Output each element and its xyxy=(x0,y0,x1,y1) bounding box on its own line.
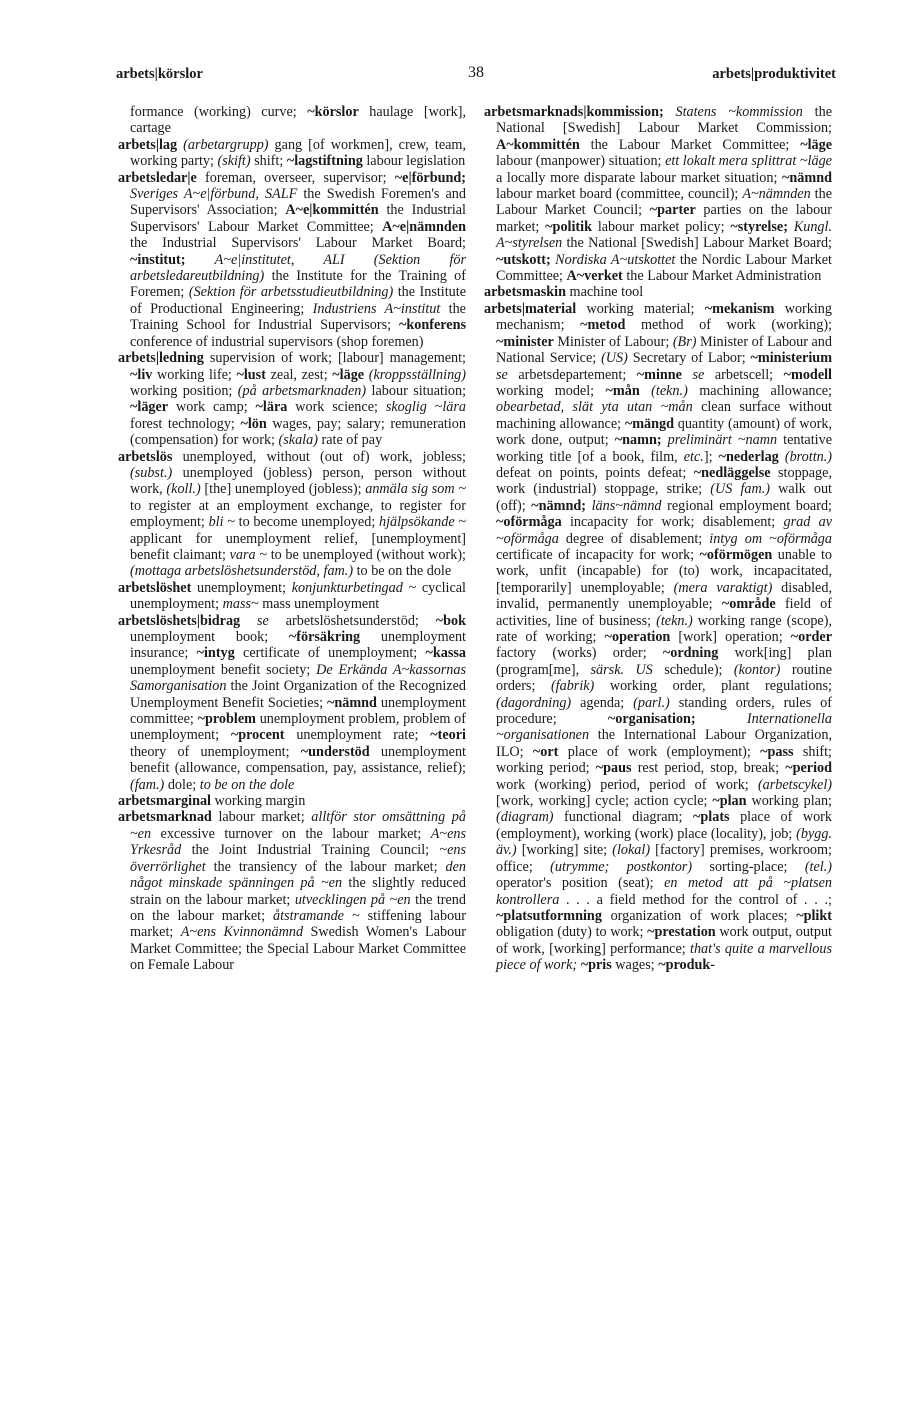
entry-text: Minister of Labour; xyxy=(553,333,673,350)
entry-text: disabled, invalid, permanently unemployable; xyxy=(496,579,832,613)
headword: ~intyg xyxy=(196,645,235,662)
entry-text: unemployment benefit (allowance, compensation, pay, assistance, relief); xyxy=(130,743,466,777)
dictionary-entry xyxy=(118,449,466,580)
entry-text xyxy=(682,367,693,383)
italic-text: särsk. US xyxy=(590,661,653,678)
entry-text: supervision of work; [labour] management; xyxy=(203,350,466,367)
entry-text: labour market board (committee, council); xyxy=(496,186,743,203)
dictionary-entry xyxy=(118,104,466,137)
headword: ~prestation xyxy=(647,924,716,941)
headword: ~nämnd xyxy=(326,694,377,711)
dictionary-entry xyxy=(118,809,466,973)
italic-text: åtstramande ~ xyxy=(273,907,360,924)
entry-text: the Labour Market Committee; xyxy=(579,136,801,153)
entry-text: Swedish Women's Labour Market Committee; the Special Labour Market Committee on Female Labour xyxy=(130,924,466,974)
headword: arbetsmarknads|kommission; xyxy=(484,104,664,120)
entry-text xyxy=(696,711,747,727)
headword: ~mängd xyxy=(624,415,674,432)
headword: ~lagstiftning xyxy=(286,153,363,170)
headword: arbetsledar|e xyxy=(118,169,197,186)
entry-text: wages; xyxy=(611,957,659,974)
entry-text: labour legislation xyxy=(362,153,466,170)
entry-text: rate of pay xyxy=(317,432,383,449)
headword: arbets|ledning xyxy=(118,350,204,367)
headword: ~nämnd; xyxy=(531,497,586,514)
italic-text: anmäla sig som ~ xyxy=(365,481,466,498)
header-right-guideword: arbets|produktivitet xyxy=(712,66,836,82)
entry-text: parties on the labour market; xyxy=(496,202,832,235)
headword: arbets|lag xyxy=(118,136,178,153)
entry-text: the Joint Organization of the Recognized Unemployment Benefit Societies; xyxy=(130,678,466,711)
entry-text: [work, working] cycle; action cycle; xyxy=(496,793,713,810)
entry-text: forest technology; xyxy=(130,415,241,432)
headword: ~läge xyxy=(800,136,832,153)
headword: ~modell xyxy=(783,366,833,383)
entry-text: walk out (off); xyxy=(496,481,832,514)
headword: ~understöd xyxy=(300,743,370,760)
italic-text: Statens ~kommission xyxy=(675,104,803,120)
entry-text: work output, output of work, [working] performance; xyxy=(496,924,832,957)
entry-text: haulage [work], cartage xyxy=(130,104,466,137)
entry-text: method of work (working); xyxy=(625,317,832,334)
italic-text: Sveriges A~e|förbund, SALF xyxy=(130,186,298,203)
entry-text: labour (manpower) situation; xyxy=(496,153,666,170)
entry-text: Secretary of Labor; xyxy=(627,350,751,367)
entry-text: Minister of Labour and National Service; xyxy=(496,333,832,367)
headword: ~ordning xyxy=(662,645,719,662)
entry-text: clean surface without machining allowance; xyxy=(496,399,832,432)
italic-text: en metod att på ~platsen kontrollera xyxy=(496,875,833,908)
entry-text: stiffening labour market; xyxy=(130,907,466,941)
entry-text: the Industrial Supervisors' Labour Market Committee; xyxy=(130,202,466,235)
entry-text: unemployed, without (out of) work, jobless; xyxy=(172,448,466,465)
headword: ~namn; xyxy=(614,432,662,449)
italic-text: (tel.) xyxy=(804,858,832,875)
entry-text: unemployment benefit society; xyxy=(130,661,317,678)
headword: ~plikt xyxy=(796,907,832,924)
entry-text: degree of disablement; xyxy=(558,530,710,547)
entry-text: the Joint Industrial Training Council; xyxy=(181,842,440,859)
italic-text: (brottn.) xyxy=(784,448,833,465)
entry-text: working material; xyxy=(576,300,705,317)
italic-text: (fam.) xyxy=(130,776,165,793)
entry-text: gang [of workmen], crew, team, working party; xyxy=(130,136,466,170)
entry-text: a locally more disparate labour market situation; xyxy=(496,169,783,186)
headword: ~minne xyxy=(636,366,682,383)
headword: ~försäkring xyxy=(288,629,361,645)
italic-text: (Sektion för arbetsstudieutbildning) xyxy=(188,284,394,301)
entry-text: certificate of unemployment; xyxy=(234,645,426,662)
italic-text: (parl.) xyxy=(633,694,670,711)
italic-text: intyg om ~oförmåga xyxy=(709,530,832,547)
entry-text: [factory] premises, workroom; office; xyxy=(496,842,832,875)
headword: ~teori xyxy=(430,727,466,744)
dictionary-entry xyxy=(118,350,466,448)
entry-text: unemployment insurance; xyxy=(130,629,466,662)
italic-text: (US fam.) xyxy=(710,481,770,498)
headword: ~mån xyxy=(605,382,640,399)
headword: ~nederlag xyxy=(718,448,779,465)
headword: ~procent xyxy=(230,727,285,744)
entry-text: operator's position (seat); xyxy=(496,875,665,892)
entry-text: field of activities, line of business; xyxy=(496,596,832,629)
entry-text: [work] operation; xyxy=(670,629,791,645)
entry-text: work science; xyxy=(287,399,386,416)
italic-text: ett lokalt mera splittrat ~läge xyxy=(665,153,832,170)
italic-text: (Br) xyxy=(672,333,697,350)
entry-text: unemployment problem, problem of unemployment; xyxy=(130,711,466,744)
italic-text: (mottaga arbetslöshetsunderstöd, fam.) xyxy=(130,563,354,580)
italic-text: (US) xyxy=(601,350,628,367)
entry-text: the International Labour Organization, ILO; xyxy=(496,727,832,760)
italic-text: skoglig ~lära xyxy=(385,399,466,416)
entry-text: the trend on the labour market; xyxy=(130,891,466,924)
entry-text: labour situation; xyxy=(366,382,467,399)
headword: ~pris xyxy=(580,957,612,974)
headword: ~kassa xyxy=(425,645,466,662)
headword: ~produk- xyxy=(658,957,716,974)
italic-text: (kontor) xyxy=(733,661,781,678)
entry-text: obligation (duty) to work; xyxy=(496,924,648,941)
entry-text: applicant for unemployment relief, [unemployment] benefit claimant; xyxy=(130,530,466,563)
italic-text: se xyxy=(257,612,269,629)
italic-text: De Erkända A~kassornas Samorganisation xyxy=(130,661,466,695)
entry-text: working range (scope), rate of working; xyxy=(496,612,833,645)
page-number: 38 xyxy=(468,64,484,81)
entry-text: arbetsdepartement; xyxy=(507,366,637,383)
entry-text: routine orders; xyxy=(496,661,832,695)
entry-text: unemployed (jobless) person, person without work, xyxy=(130,464,466,498)
dictionary-entry xyxy=(484,104,832,284)
entry-text: the National [Swedish] Labour Market Commission; xyxy=(496,104,832,137)
entry-text: work camp; xyxy=(168,399,256,416)
entry-text: the Industrial Supervisors' Labour Market Board; xyxy=(130,235,466,252)
header-left-guideword: arbets|körslor xyxy=(116,66,203,82)
italic-text: se xyxy=(692,366,705,383)
headword: ~ministerium xyxy=(750,350,833,367)
entry-text: shift; xyxy=(250,153,287,170)
entry-text: zeal, zest; xyxy=(265,366,333,383)
italic-text: preliminärt ~namn xyxy=(667,432,778,449)
italic-text: (bygg. äv.) xyxy=(496,825,832,859)
italic-text: Industriens A~institut xyxy=(312,300,441,317)
right-column xyxy=(484,104,832,974)
headword: ~ort xyxy=(532,743,559,760)
headword: ~styrelse; xyxy=(730,218,788,235)
entry-text xyxy=(240,613,257,629)
dictionary-entry xyxy=(118,170,466,350)
entry-text: the Labour Market Council; xyxy=(496,186,832,219)
italic-text: den något minskade spänningen på ~en xyxy=(130,858,466,892)
entry-text: the Institute of Productional Engineering; xyxy=(130,284,466,317)
headword: A~kommittén xyxy=(496,136,580,153)
headword: ~läge xyxy=(332,366,365,383)
italic-text: Internationella ~organisationen xyxy=(496,711,832,744)
headword: ~konferens xyxy=(398,317,466,334)
headword: ~politik xyxy=(545,218,592,235)
entry-text: arbetscell; xyxy=(704,366,784,383)
headword: ~metod xyxy=(580,317,626,334)
entry-text: defeat on points, points defeat; xyxy=(496,464,694,481)
italic-text: (tekn.) xyxy=(651,382,688,399)
entry-text: standing orders, rules of procedure; xyxy=(496,694,832,728)
entry-text: cyclical unemployment; xyxy=(130,579,466,613)
headword: arbetslös xyxy=(118,448,173,465)
italic-text: (skift) xyxy=(217,153,251,170)
headword: ~institut; xyxy=(130,251,186,268)
entry-text: working life; xyxy=(152,366,237,383)
italic-text: (på arbetsmarknaden) xyxy=(237,382,367,399)
entry-text: to be unemployed (without work); xyxy=(266,546,466,563)
entry-text: organization of work places; xyxy=(601,907,797,924)
entry-text: the Swedish Foremen's and Supervisors' Association; xyxy=(130,186,466,219)
italic-text: (dagordning) xyxy=(496,694,572,711)
italic-text: (lokal) xyxy=(612,842,651,859)
entry-text: the National [Swedish] Labour Market Board; xyxy=(562,235,832,252)
headword: ~läger xyxy=(130,399,169,416)
entry-text: . . . a field method for the control of . . .; xyxy=(559,891,832,908)
entry-text: working position; xyxy=(130,382,238,399)
entry-text: labour market; xyxy=(211,809,312,826)
italic-text: A~ens Yrkesråd xyxy=(130,825,466,859)
entry-text: to register at an employment exchange, to register for employment; xyxy=(130,497,466,531)
entry-text: theory of unemployment; xyxy=(130,743,301,760)
entry-text xyxy=(185,252,214,268)
italic-text: (subst.) xyxy=(130,464,173,481)
headword: A~e|kommittén xyxy=(285,202,379,219)
italic-text: etc. xyxy=(683,448,704,465)
italic-text: alltför stor omsättning på ~en xyxy=(130,809,466,842)
headword: ~e|förbund; xyxy=(394,169,466,186)
headword: ~lust xyxy=(236,366,266,383)
headword: ~mekanism xyxy=(704,300,775,317)
entry-text: rest period, stop, break; xyxy=(631,760,786,777)
entry-text xyxy=(640,383,651,399)
dictionary-entry xyxy=(118,793,466,809)
entry-text: working order, plant regulations; xyxy=(594,678,832,695)
italic-text: utvecklingen på ~en xyxy=(294,891,411,908)
entry-text: the Nordic Labour Market Committee; xyxy=(496,251,832,285)
headword: ~nämnd xyxy=(782,169,832,186)
entry-text: foreman, overseer, supervisor; xyxy=(196,169,395,186)
entry-text: labour market policy; xyxy=(591,218,731,235)
entry-text: arbetslöshetsunderstöd; xyxy=(268,612,436,629)
entry-text: wages, pay; salary; remuneration (compensation) for work; xyxy=(130,415,466,449)
headword: arbets|material xyxy=(484,300,577,317)
entry-text: unemployment rate; xyxy=(284,727,431,744)
entry-text: unemployment committee; xyxy=(130,694,466,728)
headword: ~oförmögen xyxy=(699,546,773,563)
italic-text: (kroppsställning) xyxy=(368,366,466,383)
entry-text: shift; working period; xyxy=(496,743,832,777)
headword: ~platsutformning xyxy=(496,907,602,924)
entry-text: unable to work, unfit (incapable) for (to) work, incapacitated, [temporarily] unemployable; xyxy=(496,546,832,596)
italic-text: (arbetscykel) xyxy=(757,776,832,793)
dictionary-entry xyxy=(118,137,466,170)
italic-text: A~ens Kvinnonämnd xyxy=(180,924,304,941)
italic-text: to be on the dole xyxy=(199,776,295,793)
entry-text: the Training School for Industrial Supervisors; xyxy=(130,300,466,334)
entry-text: work[ing] plan (program[me], xyxy=(496,645,832,678)
entry-text: certificate of incapacity for work; xyxy=(496,546,700,563)
entry-text: work (working) period, period of work; xyxy=(496,776,758,793)
entry-text: to be on the dole xyxy=(353,563,452,580)
headword: A~verket xyxy=(566,268,623,285)
italic-text: obearbetad, slät yta utan ~mån xyxy=(496,399,693,416)
italic-text: läns~nämnd xyxy=(591,497,662,514)
headword: arbetsmaskin xyxy=(484,284,566,301)
entry-text: place of work (employment); xyxy=(558,743,761,760)
dictionary-entry xyxy=(118,613,466,793)
dictionary-entry xyxy=(484,301,832,974)
entry-text: working plan; xyxy=(746,793,833,810)
dictionary-entry xyxy=(118,580,466,613)
italic-text: vara ~ xyxy=(229,546,267,563)
italic-text: grad av ~oförmåga xyxy=(496,514,832,547)
entry-text: to become unemployed; xyxy=(234,514,379,531)
italic-text: (tekn.) xyxy=(656,612,693,629)
italic-text: (fabrik) xyxy=(550,678,595,695)
italic-text: bli ~ xyxy=(208,514,235,531)
headword: ~bok xyxy=(435,612,466,629)
headword: ~operation xyxy=(604,629,671,645)
headword: ~lön xyxy=(240,415,267,432)
headword: ~pass xyxy=(760,743,794,760)
italic-text: mass~ xyxy=(222,596,259,613)
italic-text: that's quite a marvellous piece of work; xyxy=(496,940,832,974)
entry-text: schedule); xyxy=(652,661,734,678)
italic-text: konjunkturbetingad ~ xyxy=(291,579,417,596)
entry-text: functional diagram; xyxy=(553,809,694,826)
entry-text xyxy=(664,104,676,120)
italic-text: (skala) xyxy=(278,432,318,449)
entry-text: the Institute for the Training of Foremen; xyxy=(130,268,466,301)
headword: ~paus xyxy=(595,760,632,777)
italic-text: hjälpsökande ~ xyxy=(378,514,466,531)
headword: arbetsmarknad xyxy=(118,809,212,826)
entry-text: dole; xyxy=(164,776,200,793)
italic-text: (mera varaktigt) xyxy=(673,579,773,596)
entry-text: [the] unemployed (jobless); xyxy=(200,481,366,498)
headword: ~problem xyxy=(197,711,256,728)
italic-text: (koll.) xyxy=(166,481,201,498)
entry-text: factory (works) order; xyxy=(496,645,663,662)
italic-text: se xyxy=(496,366,508,383)
headword: ~parter xyxy=(649,202,696,219)
italic-text: (arbetargrupp) xyxy=(183,136,269,153)
headword: ~organisation; xyxy=(607,711,696,728)
headword: ~period xyxy=(785,760,832,777)
running-header xyxy=(116,64,836,88)
entry-text: unemployment book; xyxy=(130,629,289,645)
entry-text: place of work (employment), working (work) place (locality), job; xyxy=(496,809,832,842)
entry-text: stoppage, work (industrial) stoppage, strike; xyxy=(496,464,832,498)
entry-text: excessive turnover on the labour market; xyxy=(151,825,431,842)
headword: ~plats xyxy=(693,809,730,826)
entry-text: working margin xyxy=(211,793,306,810)
italic-text: Kungl. A~styrelsen xyxy=(496,218,832,252)
headword: ~liv xyxy=(130,366,153,383)
headword: arbetslöshets|bidrag xyxy=(118,612,241,629)
headword: ~område xyxy=(721,596,776,613)
entry-text: machining allowance; xyxy=(687,382,832,399)
italic-text: Nordiska A~utskottet xyxy=(555,251,676,268)
headword: ~nedläggelse xyxy=(693,464,771,481)
entry-text: tentative working title [of a book, film, xyxy=(496,432,832,465)
entry-text: the slightly reduced strain on the labour market; xyxy=(130,875,466,908)
headword: ~order xyxy=(790,629,832,645)
headword: arbetsmarginal xyxy=(118,793,211,810)
italic-text: A~nämnden xyxy=(742,186,811,203)
entry-text: the Labour Market Administration xyxy=(622,268,822,285)
headword: ~oförmåga xyxy=(496,514,562,531)
left-column xyxy=(118,104,466,974)
entry-text: quantity (amount) of work, work done, output; xyxy=(496,415,832,449)
entry-text: working mechanism; xyxy=(496,300,832,334)
headword: A~e|nämnden xyxy=(382,218,466,235)
entry-text: machine tool xyxy=(565,284,644,301)
entry-text: incapacity for work; disablement; xyxy=(561,514,784,531)
entry-text: the transiency of the labour market; xyxy=(205,858,446,875)
headword: ~körslor xyxy=(307,104,359,120)
entry-text: unemployment; xyxy=(191,579,292,596)
headword: ~plan xyxy=(712,793,747,810)
headword: ~utskott; xyxy=(496,251,551,268)
italic-text: A~e|institutet, ALI (Sektion för arbetsledareutbildning) xyxy=(130,251,467,285)
italic-text: (diagram) xyxy=(496,809,554,826)
dictionary-entry xyxy=(484,284,832,300)
entry-text: sorting-place; xyxy=(692,858,805,875)
entry-text: agenda; xyxy=(571,694,634,711)
entry-text: conference of industrial supervisors (shop foremen) xyxy=(130,333,424,350)
headword: ~minister xyxy=(496,333,554,350)
entry-text: ]; xyxy=(703,448,719,465)
entry-text: mass unemployment xyxy=(258,596,380,613)
italic-text: ~ens överrörlighet xyxy=(130,842,466,875)
entry-text: working model; xyxy=(496,382,606,399)
entry-text: regional employment board; xyxy=(661,497,832,514)
headword: ~lära xyxy=(255,399,288,416)
italic-text: (utrymme; postkontor) xyxy=(550,858,693,875)
headword: arbetslöshet xyxy=(118,579,192,596)
entry-text: [working] site; xyxy=(516,842,613,859)
entry-text: formance (working) curve; xyxy=(130,104,308,120)
